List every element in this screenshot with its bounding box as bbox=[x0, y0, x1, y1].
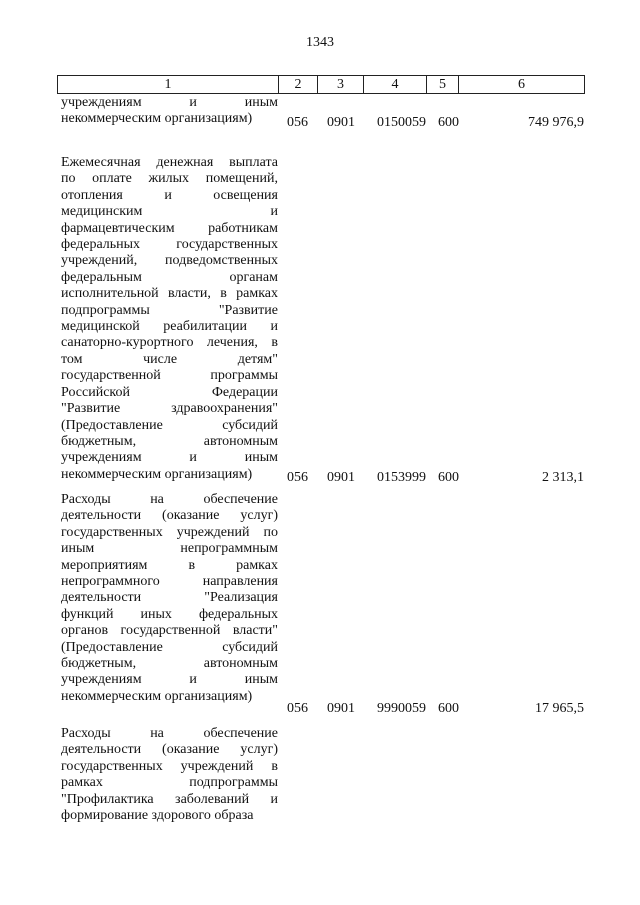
row-description bbox=[61, 155, 278, 483]
description-line: некоммерческим организациям) bbox=[61, 688, 253, 704]
description-line: бюджетным, автономным bbox=[61, 433, 278, 449]
description-line: Расходы на обеспечение bbox=[61, 492, 278, 507]
ministry-code: 056 bbox=[287, 114, 308, 130]
description-line: (Предоставление субсидий bbox=[61, 417, 278, 433]
description-line: учреждениям и иным bbox=[61, 95, 278, 110]
target-article-code: 0150059 bbox=[377, 114, 426, 130]
description-line: исполнительной власти, в рамках bbox=[61, 286, 278, 302]
description-line: государственных учреждений в bbox=[61, 758, 278, 774]
row-description bbox=[61, 492, 278, 705]
description-line: подпрограммы "Развитие bbox=[61, 302, 278, 318]
header-col-1: 1 bbox=[58, 76, 279, 94]
target-article-code: 9990059 bbox=[377, 700, 426, 716]
section-code: 0901 bbox=[327, 469, 355, 485]
header-col-5: 5 bbox=[427, 76, 459, 94]
description-line: учреждениям и иным bbox=[61, 672, 278, 688]
description-line: некоммерческим организациям) bbox=[61, 466, 253, 482]
target-article-code: 0153999 bbox=[377, 469, 426, 485]
description-line: отопления и освещения bbox=[61, 187, 278, 203]
amount: 17 965,5 bbox=[535, 700, 584, 716]
description-line: рамках подпрограммы bbox=[61, 775, 278, 791]
description-line: медицинской реабилитации и bbox=[61, 319, 278, 335]
description-line: федеральным органам bbox=[61, 269, 278, 285]
description-line: бюджетным, автономным bbox=[61, 656, 278, 672]
table-header bbox=[57, 75, 585, 94]
description-line: функций иных федеральных bbox=[61, 606, 278, 622]
header-col-2: 2 bbox=[279, 76, 318, 94]
description-line: непрограммного направления bbox=[61, 574, 278, 590]
table-row bbox=[57, 95, 584, 131]
expense-type-code: 600 bbox=[438, 114, 459, 130]
row-description bbox=[61, 95, 278, 128]
ministry-code: 056 bbox=[287, 469, 308, 485]
description-line: формирование здорового образа bbox=[61, 808, 254, 824]
header-col-3: 3 bbox=[318, 76, 364, 94]
amount: 749 976,9 bbox=[528, 114, 584, 130]
row-description bbox=[61, 726, 278, 824]
description-line: органов государственной власти" bbox=[61, 623, 278, 639]
section-code: 0901 bbox=[327, 114, 355, 130]
description-line: государственных учреждений по bbox=[61, 524, 278, 540]
description-line: деятельности "Реализация bbox=[61, 590, 278, 606]
description-line: деятельности (оказание услуг) bbox=[61, 742, 278, 758]
description-line: учреждениям и иным bbox=[61, 450, 278, 466]
description-line: "Профилактика заболеваний и bbox=[61, 791, 278, 807]
description-line: медицинским и bbox=[61, 204, 278, 220]
description-line: по оплате жилых помещений, bbox=[61, 171, 278, 187]
expense-type-code: 600 bbox=[438, 469, 459, 485]
header-col-4: 4 bbox=[364, 76, 427, 94]
table-row bbox=[57, 726, 584, 831]
description-line: том числе детям" bbox=[61, 351, 278, 367]
description-line: мероприятиям в рамках bbox=[61, 557, 278, 573]
table-row bbox=[57, 492, 584, 717]
header-col-6: 6 bbox=[459, 76, 585, 94]
description-line: некоммерческим организациям) bbox=[61, 111, 253, 127]
description-line: государственной программы bbox=[61, 368, 278, 384]
table-row bbox=[57, 155, 584, 486]
header-row bbox=[58, 76, 585, 94]
description-line: иным непрограммным bbox=[61, 541, 278, 557]
description-line: Российской Федерации bbox=[61, 384, 278, 400]
amount: 2 313,1 bbox=[542, 469, 584, 485]
description-line: Расходы на обеспечение bbox=[61, 726, 278, 741]
section-code: 0901 bbox=[327, 700, 355, 716]
description-line: федеральных государственных bbox=[61, 237, 278, 253]
description-line: учреждений, подведомственных bbox=[61, 253, 278, 269]
description-line: деятельности (оказание услуг) bbox=[61, 508, 278, 524]
description-line: санаторно-курортного лечения, в bbox=[61, 335, 278, 351]
ministry-code: 056 bbox=[287, 700, 308, 716]
description-line: Ежемесячная денежная выплата bbox=[61, 155, 278, 170]
description-line: "Развитие здравоохранения" bbox=[61, 401, 278, 417]
description-line: фармацевтическим работникам bbox=[61, 220, 278, 236]
description-line: (Предоставление субсидий bbox=[61, 639, 278, 655]
expense-type-code: 600 bbox=[438, 700, 459, 716]
page-number: 1343 bbox=[306, 35, 334, 50]
